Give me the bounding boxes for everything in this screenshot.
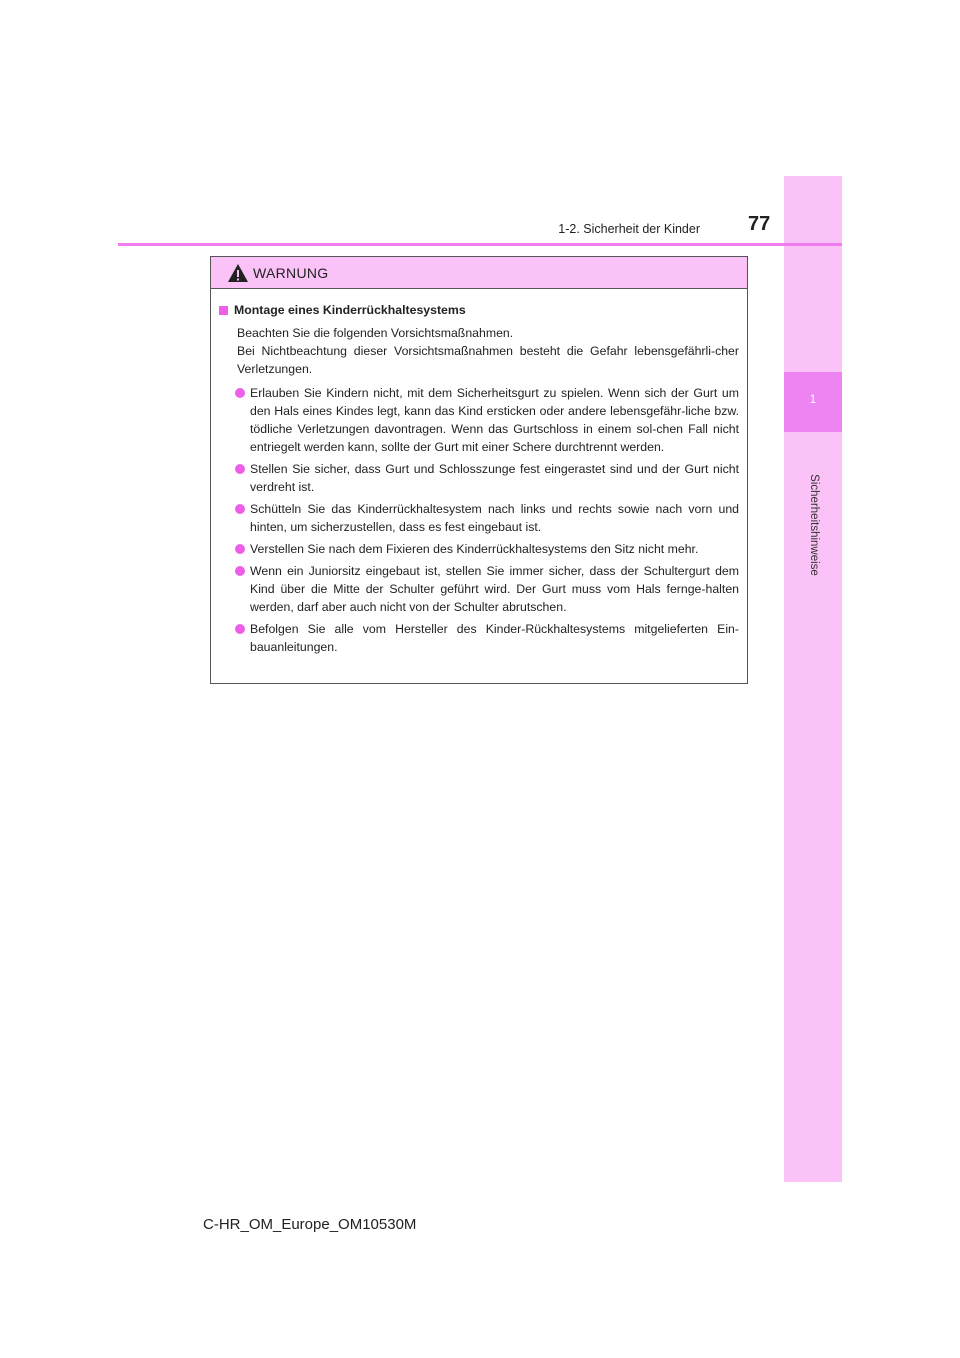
warning-box: [210, 256, 748, 684]
warning-heading-text: Montage eines Kinderrückhaltesystems: [234, 303, 466, 317]
list-item: [219, 620, 739, 656]
page-number: 77: [748, 213, 771, 235]
chapter-label: Sicherheitshinweise: [808, 474, 820, 576]
section-title: 1-2. Sicherheit der Kinder: [558, 222, 700, 236]
list-item: [219, 460, 739, 496]
bullet-text: Schütteln Sie das Kinderrückhaltesystem nach links und rechts sowie nach vorn und hinten, um sicherzustellen, dass es fest eingebaut ist.: [250, 502, 739, 534]
list-item: [219, 562, 739, 616]
bullet-text: Befolgen Sie alle vom Hersteller des Kinder-Rückhaltesystems mitgelieferten Ein-bauanleitungen.: [250, 622, 739, 654]
bullet-dot-icon: [235, 504, 245, 514]
bullet-dot-icon: [235, 464, 245, 474]
document-id: C-HR_OM_Europe_OM10530M: [203, 1216, 417, 1233]
bullet-dot-icon: [235, 566, 245, 576]
bullet-dot-icon: [235, 624, 245, 634]
warning-header: [211, 257, 747, 289]
list-item: [219, 540, 739, 558]
warning-bullet-list: [219, 384, 739, 656]
intro-line: Beachten Sie die folgenden Vorsichtsmaßnahmen.: [237, 326, 514, 340]
chapter-number: 1: [809, 392, 817, 406]
bullet-text: Stellen Sie sicher, dass Gurt und Schlosszunge fest eingerastet sind und der Gurt nicht verdreht ist.: [250, 462, 739, 494]
bullet-dot-icon: [235, 388, 245, 398]
chapter-side-tab: [784, 176, 842, 1182]
bullet-text: Erlauben Sie Kindern nicht, mit dem Sicherheitsgurt zu spielen. Wenn sich der Gurt um den Hals eines Kindes legt, kann das Kind ersticken oder andere lebensgefähr-liche bzw. tödliche Verletzungen davontragen. Wenn das Gurtschloss in einem sol-chen Fall nicht entriegelt werden kann, sollte der Gurt mit einer Schere durchtrennt werden.: [250, 386, 739, 454]
header-divider: [118, 243, 842, 246]
warning-heading: [219, 301, 739, 319]
intro-line: Bei Nichtbeachtung dieser Vorsichtsmaßnahmen besteht die Gefahr lebensgefährli-cher Verletzungen.: [237, 344, 739, 376]
warning-body: [211, 289, 747, 656]
bullet-text: Verstellen Sie nach dem Fixieren des Kinderrückhaltesystems den Sitz nicht mehr.: [250, 542, 699, 556]
warning-intro: [237, 324, 739, 378]
warning-triangle-icon: [227, 263, 249, 283]
bullet-dot-icon: [235, 544, 245, 554]
bullet-text: Wenn ein Juniorsitz eingebaut ist, stellen Sie immer sicher, dass der Schultergurt dem Kind über die Mitte der Schulter geführt wird. Der Gurt muss vom Hals fernge-halten werden, darf aber auch nicht von der Schulter abrutschen.: [250, 564, 739, 614]
warning-label: WARNUNG: [253, 264, 329, 281]
list-item: [219, 384, 739, 456]
square-bullet-icon: [219, 306, 228, 315]
list-item: [219, 500, 739, 536]
